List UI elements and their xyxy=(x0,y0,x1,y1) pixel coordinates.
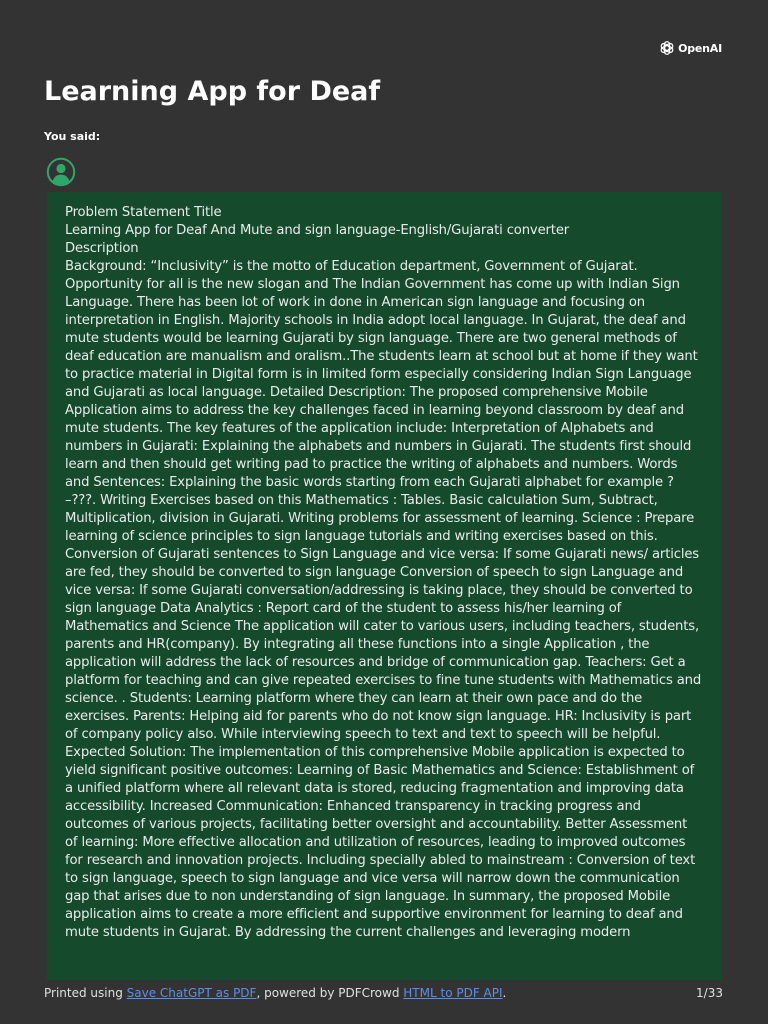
footer-prefix: Printed using xyxy=(44,986,127,1000)
message-line: gap that arises due to non understanding of sign language. In summary, the proposed Mobile xyxy=(65,889,671,904)
message-line: platform for teaching and can give repeated exercises to fine tune students with Mathematics and xyxy=(65,673,702,688)
message-line: numbers in Gujarati: Explaining the alphabets and numbers in Gujarati. The students first should xyxy=(65,439,692,454)
message-line: Mathematics and Science The application will cater to various users, including teachers, students, xyxy=(65,619,700,634)
save-chatgpt-pdf-link[interactable]: Save ChatGPT as PDF xyxy=(126,986,257,1000)
message-line: of company policy also. While interviewing speech to text and text to speech will be helpful. xyxy=(65,727,661,742)
message-line: a unified platform where all relevant data is stored, reducing fragmentation and improving data xyxy=(65,781,684,796)
openai-logo-icon xyxy=(659,40,675,56)
message-line: Multiplication, division in Gujarati. Writing problems for assessment of learning. Science : Prepare xyxy=(65,511,695,526)
message-line: Language. There has been lot of work in done in American sign language and focusing on xyxy=(65,295,646,310)
message-line: Learning App for Deaf And Mute and sign language-English/Gujarati converter xyxy=(65,223,570,238)
message-line: for research and innovation projects. Including specially abled to mainstream : Conversion of text xyxy=(65,853,696,868)
message-line: of learning: More effective allocation and utilization of resources, leading to improved outcomes xyxy=(65,835,686,850)
message-line: mute students. The key features of the application include: Interpretation of Alphabets and xyxy=(65,421,654,436)
message-line: Conversion of Gujarati sentences to Sign Language and vice versa: If some Gujarati news/ articles xyxy=(65,547,700,562)
footer-suffix: . xyxy=(502,986,507,1000)
user-message xyxy=(47,192,721,980)
message-line: and Gujarati as local language. Detailed Description: The proposed comprehensive Mobile xyxy=(65,385,648,400)
page-title: Learning App for Deaf xyxy=(44,76,381,107)
message-line: Background: “Inclusivity” is the motto of Education department, Government of Gujarat. xyxy=(65,259,638,274)
message-line: deaf education are manualism and oralism..The students learn at school but at home if they want xyxy=(65,349,698,364)
message-line: Problem Statement Title xyxy=(65,205,222,220)
message-line: exercises. Parents: Helping aid for parents who do not know sign language. HR: Inclusivity is part xyxy=(65,709,692,724)
message-line: yield significant positive outcomes: Learning of Basic Mathematics and Science: Establishment of xyxy=(65,763,695,778)
user-avatar-icon xyxy=(46,157,76,187)
message-line: outcomes of various projects, facilitating better oversight and accountability. Better Assessment xyxy=(65,817,688,832)
page-number: 1/33 xyxy=(696,986,723,1000)
brand-logo xyxy=(659,40,722,56)
message-line: –???. Writing Exercises based on this Mathematics : Tables. Basic calculation Sum, Subtract, xyxy=(65,493,658,508)
message-line: vice versa: If some Gujarati conversation/addressing is taking place, they should be converted to xyxy=(65,583,693,598)
footer-middle: , powered by PDFCrowd xyxy=(256,986,404,1000)
message-line: are fed, they should be converted to sign language Conversion of speech to sign Language and xyxy=(65,565,684,580)
speaker-label: You said: xyxy=(44,130,101,143)
message-line: accessibility. Increased Communication: Enhanced transparency in tracking progress and xyxy=(65,799,641,814)
print-footer xyxy=(44,986,506,1000)
message-line: Opportunity for all is the new slogan and The Indian Government has come up with Indian Sign xyxy=(65,277,680,292)
message-line: mute students would be learning Gujarati by sign language. There are two general methods of xyxy=(65,331,677,346)
message-line: application aims to create a more efficient and supportive environment for learning to deaf and xyxy=(65,907,683,922)
message-line: and Sentences: Explaining the basic words starting from each Gujarati alphabet for example ? xyxy=(65,475,674,490)
message-line: learn and then should get writing pad to practice the writing of alphabets and numbers. Words xyxy=(65,457,678,472)
message-line: to sign language, speech to sign language and vice versa will narrow down the communication xyxy=(65,871,680,886)
message-line: Application aims to address the key challenges faced in learning beyond classroom by deaf and xyxy=(65,403,684,418)
message-line: application will address the lack of resources and bridge of communication gap. Teachers: Get a xyxy=(65,655,686,670)
message-line: science. . Students: Learning platform where they can learn at their own pace and do the xyxy=(65,691,643,706)
message-line: Description xyxy=(65,241,139,256)
message-text xyxy=(65,204,707,942)
message-line: mute students in Gujarat. By addressing the current challenges and leveraging modern xyxy=(65,925,631,940)
message-line: sign language Data Analytics : Report card of the student to assess his/her learning of xyxy=(65,601,622,616)
avatar xyxy=(46,157,76,187)
message-line: interpretation in English. Majority schools in India adopt local language. In Gujarat, the deaf and xyxy=(65,313,686,328)
message-line: Expected Solution: The implementation of this comprehensive Mobile application is expected to xyxy=(65,745,685,760)
html-to-pdf-api-link[interactable]: HTML to PDF API xyxy=(403,986,503,1000)
brand-name: OpenAI xyxy=(678,41,722,55)
message-line: learning of science principles to sign language tutorials and writing exercises based on this. xyxy=(65,529,658,544)
message-line: to practice material in Digital form is in limited form especially considering Indian Sign Language xyxy=(65,367,692,382)
message-line: parents and HR(company). By integrating all these functions into a single Application , the xyxy=(65,637,650,652)
